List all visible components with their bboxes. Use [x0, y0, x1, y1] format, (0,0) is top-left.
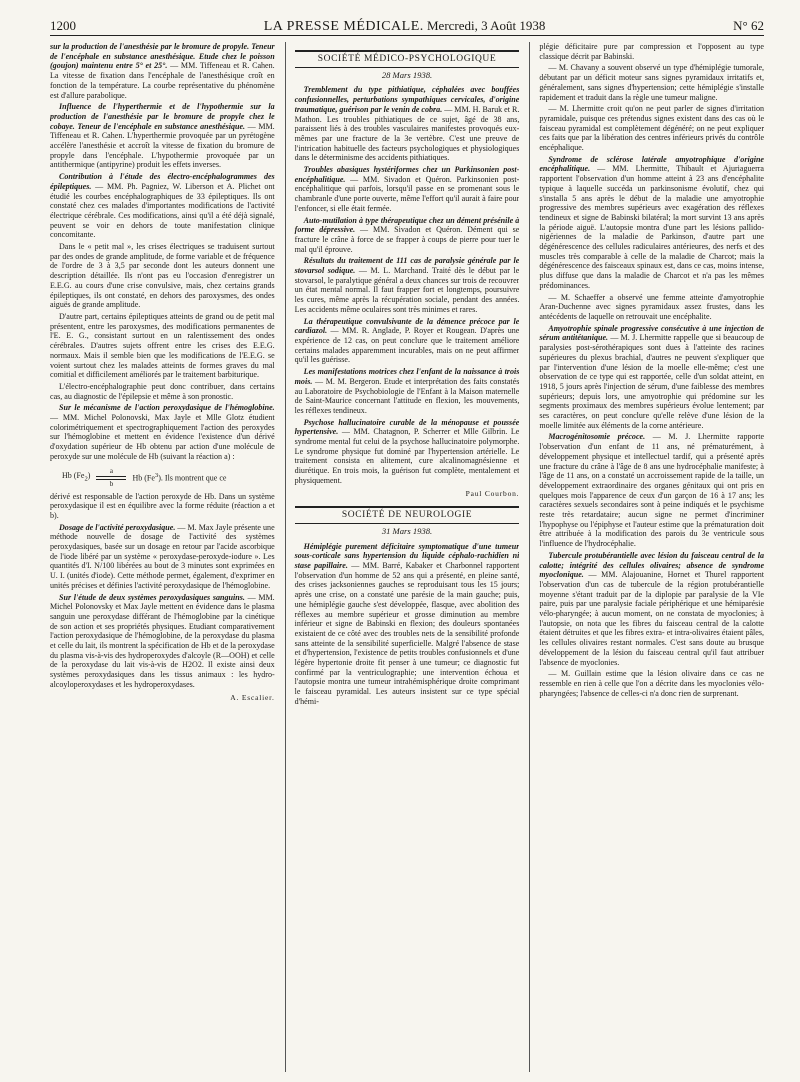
abstract: [50, 42, 275, 100]
abstract: [50, 523, 275, 591]
abstract-title: Macrogénitosomie précoce.: [548, 432, 646, 442]
issue-number: N° 62: [733, 18, 764, 33]
abstract-title: Syndrome de sclérose latérale amyotrophique d'origine encéphalitique.: [539, 154, 764, 174]
abstract: [539, 63, 764, 102]
abstract-title: Résultats du traitement de 111 cas de paralysie générale par le stovarsol sodique.: [294, 256, 520, 276]
abstract: [295, 317, 520, 366]
abstract: [539, 293, 764, 322]
formula-sup: 3: [154, 472, 159, 480]
abstract-text: — MM. Michel Polonovsky et Max Jayle mettent en évidence dans le plasma sanguin une peroxydase différant de l'hémoglobine par la cinétique de son action et ses propriétés physiques. Etudiant comparativement l'action peroxydasique de l'hémoglobine, de la peroxydase du plasma et celle du lait, ils montrent la spécification de Hb et de la peroxydase du plasma vis-à-vis des hydroperoxydes d'alcoyle (R—OOH) et celle de la peroxydase du lait vis-à-vis de H2O2. Il existe ainsi deux systèmes peroxydasiques dans les tissus animaux : les hydro-alcoyloperoxydases et les hydroperoxydases.: [50, 592, 275, 689]
column-1: [50, 42, 275, 1072]
abstract-text: — M. J. Lhermitte rappelle que si beaucoup de paralysies post-sérothérapiques sont dues à l'atteinte des racines supérieures du plexus brachial, d'autres ne peuvent s'expliquer que par l'intervention d'une lésion de la moelle elle-même; c'est une observation de ce type qui est rapportée, celle d'un soldat atteint, en 1918, 5 jours après l'injection de sérum, d'une faiblesse des membres supérieurs; depuis lors, une amyotrophie qui prédomine sur les segments proximaux des membres supérieurs évolue lentement; par ses caractères, on peut conclure qu'elle relève d'une lésion de la moelle limitée aux éléments de la corne antérieure.: [539, 333, 764, 430]
abstract-title: La thérapeutique convulsivante de la démence précoce par le cardiazol.: [294, 316, 520, 336]
arrow-label-a: a: [109, 466, 113, 475]
abstract: [539, 551, 764, 667]
abstract-title: Tubercule protubérantielle avec lésion du faisceau central de la calotte; intégrité des cellules olivaires; absence de syndrome myoclonique.: [539, 550, 764, 580]
abstract-text: — MM. Chatagnon, P. Scherrer et Mlle Gilbrin. Le syndrome mental fut celui de la psychose hallucinatoire polymorphe. Le syndrome physique fut dominé par l'hypertension artérielle. Le traitement consista en alitement, cure alcalinomagnésienne et diurétique. En trois mois, la guérison fut complète, mentalement et physiquement.: [294, 427, 520, 485]
abstract-title: sur la production de l'anesthésie par le bromure de propyle. Teneur de l'encéphale en substance anesthésique. Etude chez le poisson (goujon) maintenu entre 5° et 25°.: [50, 42, 275, 71]
abstract-title: Sur le mécanisme de l'action peroxydasique de l'hémoglobine.: [59, 403, 275, 413]
abstract-title: Auto-mutilation à type thérapeutique chez un dément présénile à forme dépressive.: [294, 215, 520, 235]
abstract-title: Amyotrophie spinale progressive consécutive à une injection de sérum antitétanique.: [539, 323, 764, 343]
abstract-text: — MM. Barré, Kabaker et Charbonnel rapportent l'observation d'un homme de 52 ans qui a présenté, en pleine santé, des crises jacksoniennes gauches se reproduisant tous les 15 jours; après une crise, on a constaté une parésie de la main gauche; puis, une hémiplégie gauche s'est développée, flasque, avec abolition des réflexes au membre supérieur et grosse diminution au membre inférieur et signe de Babinski en flexion; des douleurs spontanées existaient de ce côté avec des troubles nets de la sensibilité profonde sans atteinte de la sensibilité superficielle. Malgré l'absence de stase et d'hypertension, l'existence de petits troubles confusionnels et d'une légère hypertonie droite fit penser à une tumeur; ce diagnostic fut confirmé par la ventriculographie; une intervention échoua et l'autopsie montra une tumeur intrahémisphérique droite comprimant le faisceau pyramidal. Les auteurs insistent sur ce type spécial d'hémi-: [294, 561, 520, 706]
abstract: [539, 104, 764, 153]
reaction-formula: Hb $(Fe_2)$ a b Hb (Fe$^3$). Ils montrent que ce: [62, 466, 227, 488]
abstract-text: — MM. Sivadon et Quéron. Dément qui se fracture le crâne à force de se frapper à coups de pierre pour tuer le mal qu'il éprouve.: [294, 225, 520, 254]
page-number: 1200: [50, 18, 76, 33]
running-header: [50, 0, 764, 36]
author-signature: A. Escalier.: [230, 692, 275, 702]
abstract-text: — M. L. Marchand. Traité dès le début par le stovarsol, le paralytique général a deux chances sur trois de recouvrer un état mental normal. Il faut frapper fort et longtemps, poursuivre les cures, même après la récupération sociale, pendant des années. Les accidents même oculaires sont très minimes et rares.: [294, 266, 520, 314]
abstract-text: a souvent observé un type d'hémiplégie tumorale, débutant par un déficit moteur sans signes pyramidaux irritatifs et, généralement, sans signes d'hypertension; cette hémiplégie s'installe rapidement et traduit dans la règle une tumeur maligne.: [539, 63, 764, 102]
formula-after: ). Ils montrent que ce: [158, 474, 227, 483]
abstract: [539, 324, 764, 431]
reaction-arrow: [96, 468, 126, 488]
section-heading: SOCIÉTÉ DE NEUROLOGIE: [295, 506, 520, 524]
formula-sub: 2: [84, 475, 88, 483]
paragraph: plégie déficitaire pure par compression et l'opposent au type classique décrit par Babinski.: [539, 42, 764, 61]
abstract: [295, 216, 520, 255]
issue-date: Mercredi, 3 Août 1938: [427, 18, 546, 33]
abstract: [539, 155, 764, 291]
paragraph: Dans le « petit mal », les crises électriques se traduisent surtout par des ondes de grande amplitude, de forme variable et de fréquence de l'ordre de 3 à 3,5 par seconde dont les auteurs donnent une description détaillée. Ils n'ont pas eu l'occasion d'enregistrer un E.E.G. au cours d'une crise convulsive, mais, chez certains grands épileptiques, ils ont constaté, en dehors des paroxysmes, des ondes aiguës de grande amplitude.: [50, 242, 275, 310]
abstract-title: Psychose hallucinatoire curable de la ménopause et poussée hypertensive.: [294, 417, 520, 437]
column-3: [529, 42, 764, 1072]
column-2: [285, 42, 520, 1072]
abstract: [50, 102, 275, 170]
abstract-text: a observé une femme atteinte d'amyotrophie Aran-Duchenne avec signes pyramidaux assez frustes, dans les antécédents de laquelle on retrouvait une encéphalite.: [539, 292, 764, 321]
section-date: 31 Mars 1938.: [381, 525, 433, 536]
columns: [50, 42, 764, 1072]
abstract: [295, 165, 520, 214]
abstract-text: — MM. R. Anglade, P. Royer et Rougean. D'après une expérience de 12 cas, on peut conclure que le traitement améliore certains malades apparemment incurables, mais on ne peut affirmer qu'il les guérisse.: [294, 326, 520, 365]
abstract-title: Contribution à l'étude des électro-encéphalogrammes des épileptiques.: [50, 172, 275, 191]
abstract-text: — MM. Tiffeneau et R. Cahen. L'hyperthermie provoquée par un pyrétogène accélère l'anesthésie et accroît la vitesse de fixation du bromure de propyle dans l'encéphale. L'hypothermie provoquée par un antithermique (antipyrine) produit les effets inverses.: [50, 121, 275, 170]
abstract-title: Troubles abasiques hystériformes chez un Parkinsonien post-encéphalitique.: [294, 165, 520, 184]
abstract-text: — MM. Tiffeneau et R. Cahen. La vitesse de fixation dans l'encéphale de l'anesthésique croît en fonction de la température. La courbe représentative du phénomène est d'allure parabolique.: [50, 61, 275, 100]
paragraph: L'électro-encéphalographie peut donc contribuer, dans certains cas, au diagnostic de l'épilepsie et même à son pronostic.: [50, 381, 275, 401]
abstract-text: croit qu'on ne peut parler de signes d'irritation pyramidale, puisque ces prétendus signes existent dans des cas où le faisceau pyramidal est complètement dégénéré; on ne peut expliquer ces faits que par la libération des centres inférieurs privés du contrôle encéphalique.: [539, 104, 764, 153]
author-signature: Paul Courbon.: [465, 488, 520, 498]
abstract: [295, 542, 520, 707]
abstract: [539, 669, 764, 698]
abstract-text: — MM. Alajouanine, Hornet et Thurel rapportent l'observation d'un cas de tubercule de la région protubérantielle moyenne s'étant traduit par de la diplopie par paralysie de la VIe paire, puis par une paralysie faciale périphérique et une hémiparésie vélo-pharyngée; à aucun moment, on ne constata de myoclonies; à l'autopsie, on nota que les fibres du faisceau central de la calotte étaient détruites et que les fibres extra- et intra-olivaires étaient pâles, les cellules olivaires restant normales. C'est sans doute au brusque développement de la lésion du faisceau central qu'il faut attribuer l'absence de myoclonies.: [539, 570, 764, 667]
paragraph: D'autre part, certains épileptiques atteints de grand ou de petit mal présentent, entre les paroxysmes, des modifications permanentes de l'E. E. G., consistant surtout en un ralentissement des ondes cérébrales. D'autres sujets offrent entre les crises des E.E.G. normaux. Mais il semble bien que les modifications de l'E.E.G. se voient surtout chez les malades atteints de formes graves du mal comitial et difficilement améliorés par le traitement barbiturique.: [50, 311, 275, 380]
abstract-text: — M. Max Jayle présente une méthode nouvelle de dosage de l'activité des systèmes peroxydasiques, basée sur un dosage en retour par l'acide ascorbique de l'iode libéré par un système « peroxydase-peroxyde-iodure ». Les quantités d'I. N/100 libérées au bout de 3 minutes sont exprimées en U. I. (unités d'iode). Cette méthode permet, également, d'exprimer en unités précises et définies l'activité peroxydasique de l'hémoglobine.: [50, 522, 275, 590]
section-heading: SOCIÉTÉ MÉDICO-PSYCHOLOGIQUE: [295, 50, 520, 68]
abstract-title: Hémiplégie purement déficitaire symptomatique d'une tumeur sous-corticale sans hypertension du liquide céphalo-rachidien ni stase papillaire.: [294, 541, 520, 571]
formula-left: Hb (Fe: [62, 470, 85, 480]
abstract-title: Les manifestations motrices chez l'enfant de la naissance à trois mois.: [294, 367, 520, 386]
section-date: 28 Mars 1938.: [381, 69, 433, 80]
discussant: — M. Schaeffer: [548, 292, 606, 302]
formula-right: Hb (Fe: [132, 474, 155, 483]
paragraph: dérivé est responsable de l'action peroxyde de Hb. Dans un système peroxydasique il est en équilibre avec la forme réduite (réaction a et b).: [50, 491, 275, 520]
arrow-label-b: b: [109, 479, 114, 488]
abstract-title: Dosage de l'activité peroxydasique.: [59, 522, 176, 532]
discussant: — M. Chavany: [548, 63, 600, 73]
abstract-title: Influence de l'hyperthermie et de l'hypothermie sur la production de l'anesthésie par le bromure de propyle chez le cobaye. Teneur de l'encéphale en substance anesthésique.: [50, 102, 275, 131]
abstract-text: — MM. Sivadon et Quéron. Parkinsonien post-encéphalitique qui parfois, lorsqu'il passe en se promenant sous le chambranle d'une porte ouverte, même l'effort qu'il aurait à faire pour l'enfoncer, si elle était fermée.: [294, 174, 520, 213]
abstract: [50, 593, 275, 690]
abstract: [50, 172, 275, 240]
abstract-text: — MM. H. Baruk et R. Mathon. Les troubles pithiatiques de ce sujet, âgé de 38 ans, paraissent liés à des troubles vasculaires manifestes provoqués eux-mêmes par une fracture de la 3e vertèbre. C'est une preuve de l'intrication habituelle des facteurs psychologiques et physiologiques dans le déterminisme des accidents pithiatiques.: [294, 104, 520, 163]
abstract: [295, 418, 520, 486]
abstract-text: — M. J. Lhermitte rapporte l'observation d'un enfant de 11 ans, né prématurément, à développement physique et intellectuel tardif, qui a présenté après une fracture du crâne à l'âge de 8 ans une hydrocéphalie manifeste; à l'âge de 11 ans, on a constaté un accroissement rapide de la taille, un développement extraordinaire des organes génitaux qui ont pris en quelques mois l'apparence de ceux d'un garçon de 16 à 17 ans; les caractères sexuels secondaires sont à peine indiqués et le psychisme reste très retardataire; aucun signe ne permet d'incriminer l'hypophyse ou l'épiphyse et l'auteur estime que la prématuration doit être attribuée à la modification des parois du 3e ventricule sous l'influence de l'hydrocéphalie.: [539, 432, 764, 549]
abstract-text: — MM. Michel Polonovski, Max Jayle et Mlle Glotz étudient colorimétriquement et spectrographiquement l'action des peroxydes sur l'hémoglobine et mettent en évidence l'existence d'un dérivé d'oxydation supérieur de Hb obtenu par action d'une molécule de peroxyde sur une molécule de Hb (suivant la réaction a) :: [50, 413, 275, 461]
abstract-text: — M. M. Bergeron. Etude et interprétation des faits constatés au Laboratoire de Psychobiologie de l'Enfant à la Maison maternelle de Saint-Maurice concernant l'attitude en flexion, les mouvements, les réflexes tendineux.: [294, 376, 520, 415]
discussant: — M. Lhermitte: [548, 104, 604, 114]
abstract-title: Sur l'étude de deux systèmes peroxydasiques sanguins.: [59, 592, 245, 602]
abstract: [295, 367, 520, 416]
abstract: [295, 256, 520, 314]
abstract: [295, 85, 520, 163]
abstract: [50, 403, 275, 461]
journal-title: LA PRESSE MÉDICALE.: [263, 19, 424, 34]
abstract: [539, 432, 764, 548]
abstract-title: Tremblement du type pithiatique, céphalées avec bouffées confusionnelles, perturbations sympathiques cervicales, d'origine traumatique, guérison par le venin de cobra.: [294, 85, 520, 114]
abstract-text: — MM. Ph. Pagniez, W. Liberson et A. Plichet ont étudié les courbes encéphalographiques de 33 épileptiques. Ils ont constaté chez ces malades d'importantes modifications de l'activité électrique cérébrale. Ces modifications, ainsi qu'il a été déjà signalé, peuvent se voir en dehors de toute manifestation clinique concomitante.: [50, 181, 275, 240]
abstract-text: — MM. Lhermitte, Thibault et Ajuriaguerra rapportent l'observation d'un homme atteint à 23 ans d'encéphalite typique à laquelle succéda un parkinsonisme évolutif, chez qui s'installa 5 ans après le début de la maladie une amyotrophie progressive des membres supérieurs avec exagération des réflexes tendineux et signe de Babinski bilatéral; la mort survint 13 ans après la période aiguë. L'autopsie montra d'une part les lésions pallido-nigériennes de la maladie de Parkinson, d'autre part une dégénérescence des cellules radiculaires antérieures, des nerfs et des muscles très comparable à celle de la maladie de Charcot; mais la dégénérescence des faisceaux spinaux est, dans ce cas, moins intense, plus diffuse que dans la maladie de Charcot et n'a pas les mêmes prédominances.: [539, 164, 764, 290]
abstract-text: estime que la lésion olivaire dans ce cas ne ressemble en rien à celle que l'on a décrite dans les myoclonies vélo-pharyngées; l'absence de celles-ci n'a donc rien de surprenant.: [539, 669, 764, 698]
discussant: — M. Guillain: [548, 669, 602, 679]
